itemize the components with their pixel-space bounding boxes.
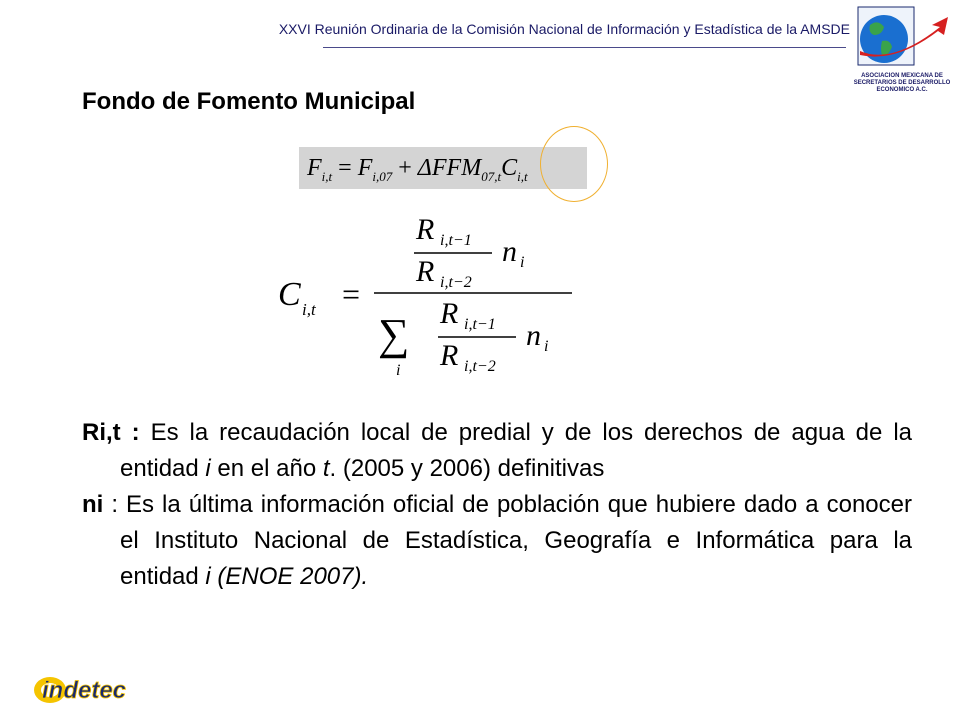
header-rule [323, 47, 846, 48]
f2-den-n-sub: i [544, 338, 549, 355]
f2-den-r1: R [440, 297, 459, 330]
slide-title: Fondo de Fomento Municipal [82, 88, 416, 115]
indetec-logo [30, 660, 180, 708]
f2-sum: ∑ [378, 310, 410, 359]
indetec-wordmark: indetec [42, 677, 127, 704]
amsde-caption [852, 73, 952, 94]
formula1-plus: + [392, 155, 418, 181]
f2-num-n: n [502, 235, 517, 268]
definition-italic: t [322, 455, 330, 482]
definition-text: (ENOE 2007). [210, 563, 369, 590]
definition-rit [82, 415, 912, 487]
definition-ni [82, 487, 912, 595]
amsde-logo [852, 5, 952, 99]
definition-sep: : [120, 419, 151, 446]
formula1-c: C [501, 155, 518, 181]
formula1-eq: = [332, 155, 358, 181]
definition-term: Ri,t [82, 419, 121, 446]
header-text: XXVI Reunión Ordinaria de la Comisión Nacional de Información y Estadística de la AMSDE [278, 21, 850, 37]
amsde-caption-line3: ECONOMICO A.C. [876, 87, 928, 93]
f2-eq: = [342, 276, 361, 312]
formula1-delta-ffm: ΔFFM [417, 155, 482, 181]
amsde-caption-line2: SECRETARIOS DE DESARROLLO [853, 80, 951, 86]
amsde-globe-icon [852, 5, 952, 73]
definition-sep: : [103, 491, 127, 518]
definition-italic: i [205, 563, 211, 590]
definition-text: en el año [210, 455, 323, 482]
f2-num-r2: R [416, 255, 435, 288]
amsde-caption-line1: ASOCIACION MEXICANA DE [861, 73, 943, 79]
definitions [82, 415, 912, 595]
f2-lhs: C [278, 276, 301, 313]
f2-num-sub2: i,t−2 [440, 274, 472, 291]
definition-text: . (2005 y 2006) definitivas [329, 455, 605, 482]
f2-den-sub2: i,t−2 [464, 358, 496, 375]
f2-den-sub1: i,t−1 [464, 316, 496, 333]
formula1-f: F [307, 155, 322, 181]
formula1-sub-it: i,t [321, 168, 333, 184]
definition-term: ni [82, 491, 104, 518]
formula-cit [270, 205, 590, 385]
f2-lhs-sub: i,t [302, 300, 316, 319]
definition-italic: i [205, 455, 211, 482]
highlight-circle [540, 126, 608, 202]
definition-text: Es la recaudación local de predial y de los derechos de agua de la entidad [120, 419, 913, 482]
f2-num-r1: R [416, 213, 435, 246]
f2-den-n: n [526, 319, 541, 352]
f2-num-n-sub: i [520, 254, 525, 271]
f2-sum-sub: i [396, 362, 401, 379]
formula1-sub-07t: 07,t [481, 168, 502, 184]
definition-text: Es la última información oficial de población que hubiere dado a conocer el Instituto Nacional de Estadística, Geografía e Informática para la entidad [120, 491, 912, 590]
formula1-sub-it2: i,t [517, 168, 528, 184]
f2-num-sub1: i,t−1 [440, 232, 472, 249]
formula1-sub-i07: i,07 [372, 168, 393, 184]
formula1-f2: F [357, 155, 373, 181]
f2-den-r2: R [440, 339, 459, 372]
